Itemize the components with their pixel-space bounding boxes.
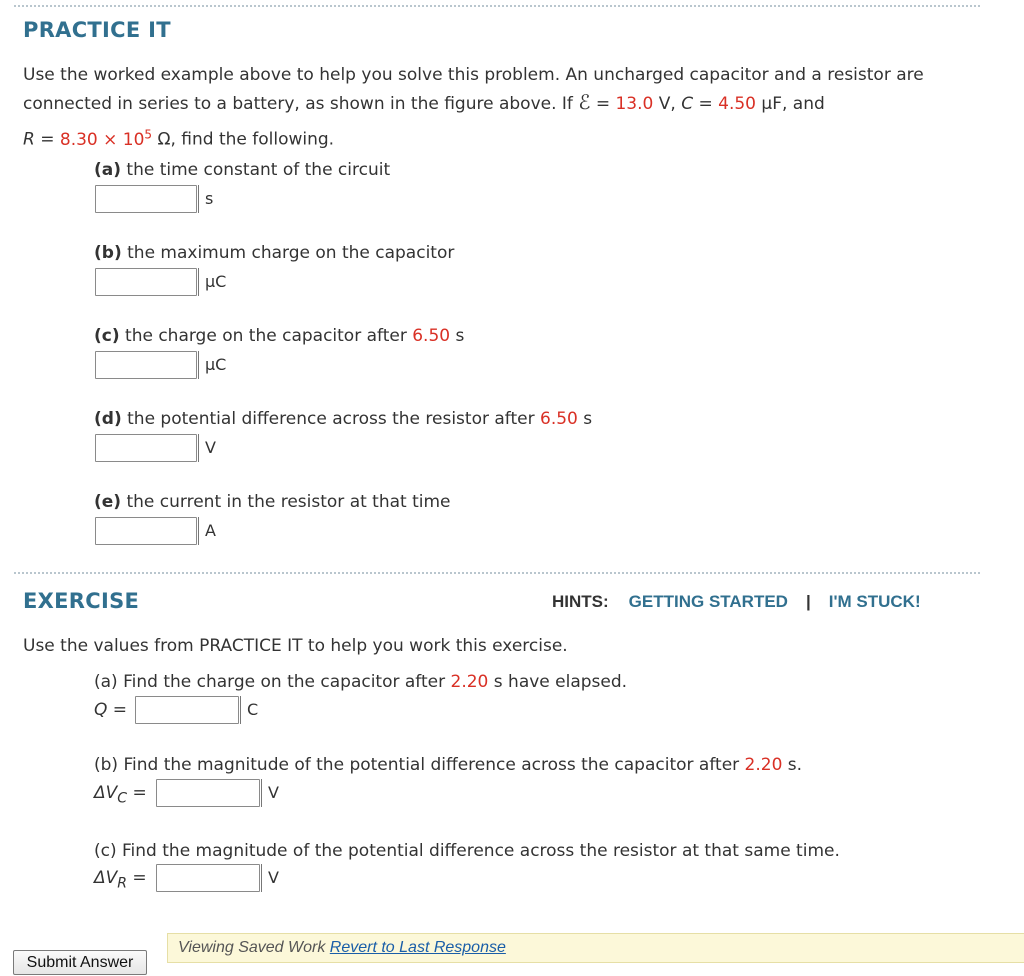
practice-part-d-prompt: (d) the potential difference across the resistor after 6.50 s <box>94 409 593 429</box>
top-divider <box>14 5 980 7</box>
exercise-part-a-unit: C <box>240 696 258 724</box>
practice-part-b-input[interactable] <box>95 268 197 296</box>
practice-part-c-unit: μC <box>198 351 226 379</box>
practice-part-b-prompt: (b) the maximum charge on the capacitor <box>94 243 455 263</box>
practice-part-a-input[interactable] <box>95 185 197 213</box>
practice-part-d-input[interactable] <box>95 434 197 462</box>
exercise-part-c-var: $\Delta V_R$ = <box>94 868 147 892</box>
exercise-part-c-input[interactable] <box>156 864 260 892</box>
practice-intro-line3: $R = 8.30 \times 10^5$ Ω, find the following. <box>23 127 335 150</box>
practice-part-a-unit: s <box>198 185 213 213</box>
exercise-part-a-input[interactable] <box>135 696 239 724</box>
exercise-part-b-input[interactable] <box>156 779 260 807</box>
hints-bar <box>552 592 921 612</box>
practice-part-c-prompt: (c) the charge on the capacitor after 6.50 s <box>94 326 465 346</box>
practice-part-a-prompt: (a) the time constant of the circuit <box>94 160 391 180</box>
hints-label: HINTS: <box>552 592 609 611</box>
exercise-part-c-prompt: (c) Find the magnitude of the potential difference across the resistor at that same time. <box>94 841 840 861</box>
saved-work-notice: Viewing Saved Work Revert to Last Response <box>167 933 1024 963</box>
practice-intro-line2: connected in series to a battery, as shown in the figure above. If ℰ = 13.0 V, C = 4.50 μF, and <box>23 90 825 114</box>
revert-link[interactable]: Revert to Last Response <box>329 939 506 956</box>
emf-symbol: ℰ <box>578 90 591 114</box>
exercise-part-a-var: Q = <box>94 700 128 720</box>
practice-part-c-input[interactable] <box>95 351 197 379</box>
section-divider <box>14 572 980 574</box>
exercise-part-b-unit: V <box>261 779 279 807</box>
exercise-part-b-var: $\Delta V_C$ = <box>94 783 147 807</box>
practice-part-e-input[interactable] <box>95 517 197 545</box>
hint-getting-started-link[interactable]: GETTING STARTED <box>628 592 788 611</box>
capacitance-value: 4.50 <box>718 94 756 114</box>
exercise-part-c-unit: V <box>261 864 279 892</box>
exercise-title: EXERCISE <box>23 589 140 613</box>
emf-value: 13.0 <box>615 94 654 114</box>
hint-im-stuck-link[interactable]: I'M STUCK! <box>828 592 921 611</box>
practice-part-e-unit: A <box>198 517 216 545</box>
practice-part-b-unit: μC <box>198 268 226 296</box>
practice-intro-line1: Use the worked example above to help you solve this problem. An uncharged capacitor and a resistor are <box>23 65 924 85</box>
exercise-part-b-prompt: (b) Find the magnitude of the potential difference across the capacitor after 2.20 s. <box>94 755 803 775</box>
hint-separator: | <box>805 592 811 611</box>
practice-part-d-unit: V <box>198 434 216 462</box>
resistance-value: $8.30 \times 10^5$ <box>59 127 153 150</box>
practice-title: PRACTICE IT <box>23 18 171 42</box>
practice-part-e-prompt: (e) the current in the resistor at that time <box>94 492 451 512</box>
submit-answer-button[interactable]: Submit Answer <box>13 950 147 975</box>
exercise-intro: Use the values from PRACTICE IT to help you work this exercise. <box>23 636 568 656</box>
exercise-part-a-prompt: (a) Find the charge on the capacitor after 2.20 s have elapsed. <box>94 672 628 692</box>
